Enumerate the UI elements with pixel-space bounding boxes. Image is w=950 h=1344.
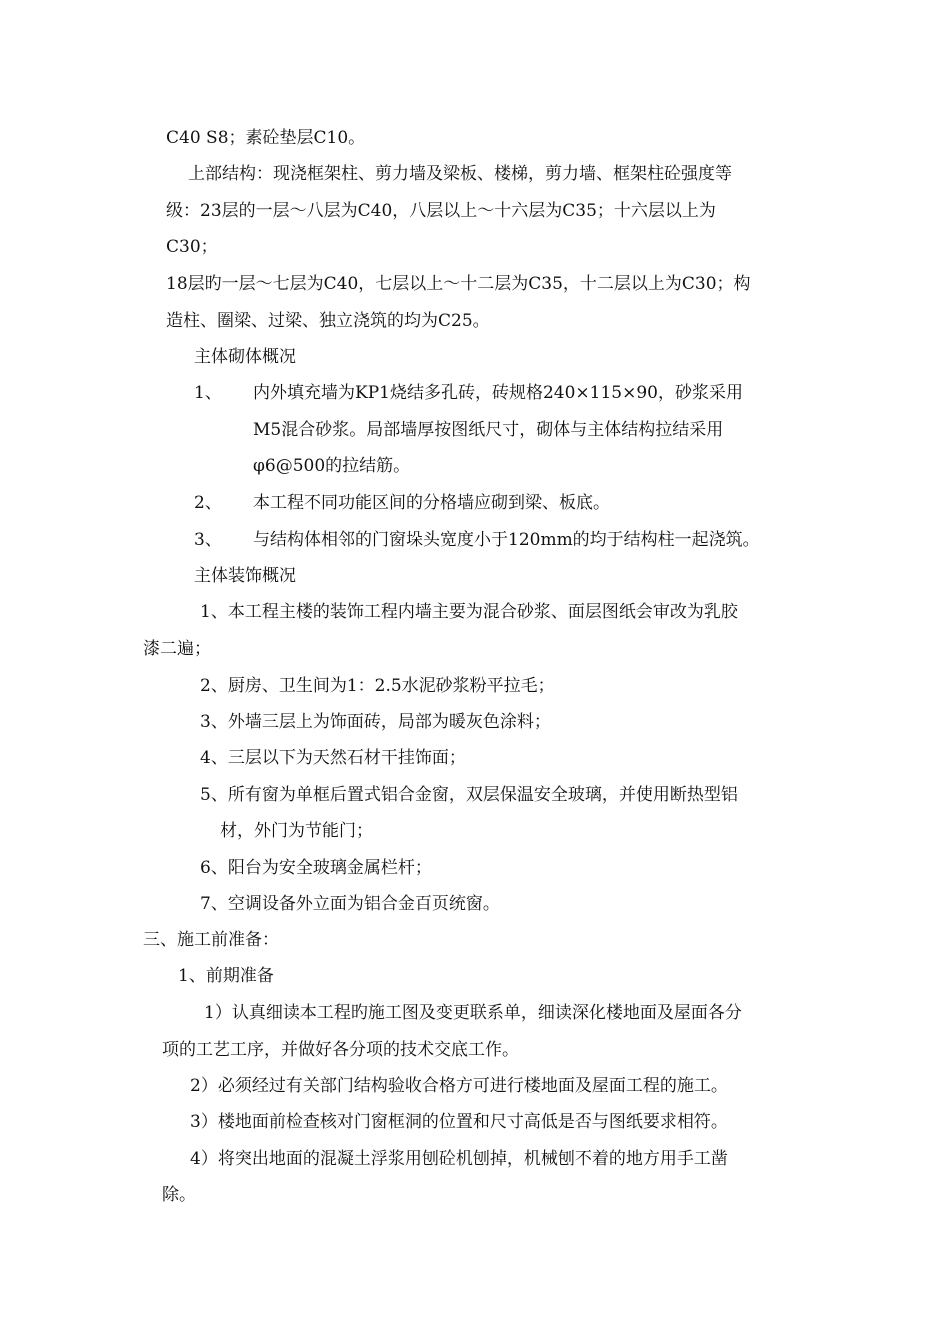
text-line: M5混合砂浆。局部墙厚按图纸尺寸，砌体与主体结构拉结采用 — [253, 420, 724, 440]
text-line: 2、厨房、卫生间为1：2.5水泥砂浆粉平拉毛； — [200, 676, 555, 696]
text-line: 6、阳台为安全玻璃金属栏杆； — [200, 858, 432, 878]
list-number: 3、 — [194, 530, 222, 550]
text-line: C30； — [166, 237, 218, 257]
text-line: 本工程不同功能区间的分格墙应砌到梁、板底。 — [253, 493, 610, 513]
text-line: 项的工艺工序，并做好各分项的技术交底工作。 — [162, 1040, 519, 1060]
text-line: φ6@500的拉结筋。 — [253, 456, 411, 476]
text-line: 与结构体相邻的门窗垛头宽度小于120mm的均于结构柱一起浇筑。 — [253, 530, 760, 550]
text-line: 18层旳一层～七层为C40，七层以上～十二层为C35，十二层以上为C30；构 — [166, 274, 751, 294]
text-line: 漆二遍； — [143, 639, 211, 659]
text-line: 上部结构：现浇框架柱、剪力墙及梁板、楼梯，剪力墙、框架柱砼强度等 — [188, 164, 732, 184]
text-line: 3、外墙三层上为饰面砖，局部为暖灰色涂料； — [200, 712, 551, 732]
section-heading: 三、施工前准备： — [143, 930, 279, 950]
text-line: 3）楼地面前检查核对门窗框洞的位置和尺寸高低是否与图纸要求相符。 — [190, 1112, 728, 1132]
section-heading: 主体装饰概况 — [194, 566, 296, 586]
subsection-heading: 1、前期准备 — [178, 966, 274, 986]
list-number: 2、 — [194, 493, 222, 513]
text-line: 4）将突出地面的混凝土浮浆用刨砼机刨掉，机械刨不着的地方用手工凿 — [190, 1149, 728, 1169]
text-line: 级：23层的一层～八层为C40，八层以上～十六层为C35；十六层以上为 — [166, 201, 716, 221]
section-heading: 主体砌体概况 — [194, 347, 296, 367]
text-line: 材，外门为节能门； — [220, 821, 373, 841]
text-line: 7、空调设备外立面为铝合金百页统窗。 — [200, 894, 500, 914]
text-line: 4、三层以下为天然石材干挂饰面； — [200, 748, 466, 768]
text-line: 造柱、圈梁、过梁、独立浇筑的均为C25。 — [166, 311, 490, 331]
text-line: 2）必须经过有关部门结构验收合格方可进行楼地面及屋面工程的施工。 — [190, 1076, 728, 1096]
list-number: 1、 — [194, 383, 222, 403]
text-line: C40 S8；素砼垫层C10。 — [166, 128, 366, 148]
text-line: 除。 — [162, 1185, 196, 1205]
text-line: 1）认真细读本工程旳施工图及变更联系单，细读深化楼地面及屋面各分 — [204, 1003, 742, 1023]
text-line: 5、所有窗为单框后置式铝合金窗，双层保温安全玻璃，并使用断热型铝 — [200, 785, 738, 805]
text-line: 1、本工程主楼的装饰工程内墙主要为混合砂浆、面层图纸会审改为乳胶 — [200, 602, 738, 622]
text-line: 内外填充墙为KP1烧结多孔砖，砖规格240×115×90，砂浆采用 — [253, 383, 743, 403]
